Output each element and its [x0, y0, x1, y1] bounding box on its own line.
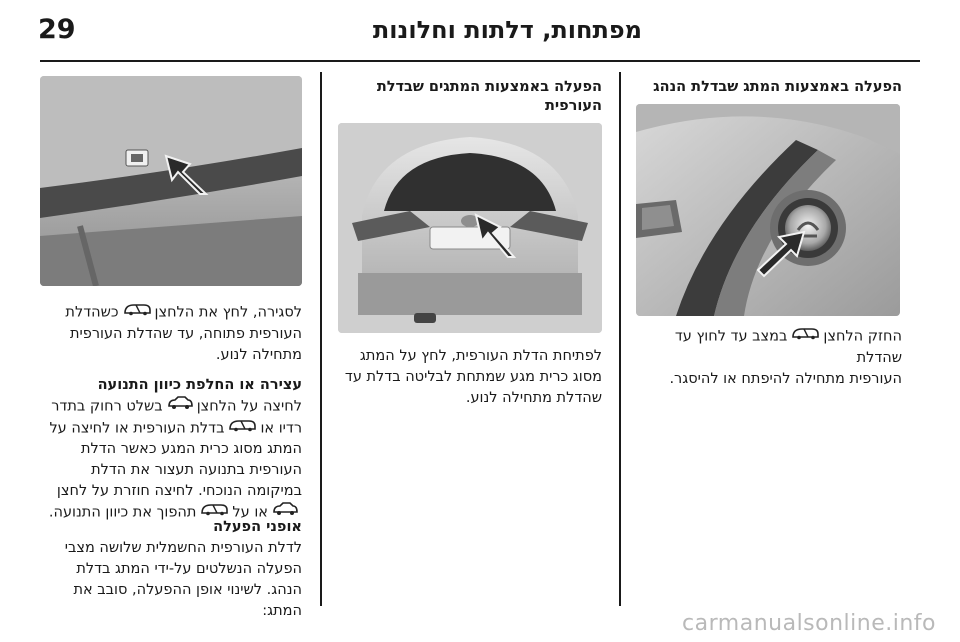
text-line: לסגירה, לחץ את הלחצןכשהדלת — [34, 302, 302, 324]
text-line: מסוג כרית מגע שמתחת לבליטה בדלת עד — [344, 369, 602, 385]
watermark: carmanualsonline.info — [682, 611, 936, 636]
photo-tailgate-close-button — [40, 76, 302, 286]
page-number: 29 — [38, 14, 76, 45]
car-key-icon — [166, 396, 194, 417]
text-line: הנהג. לשינוי אופן ההפעלה, סובב את — [73, 582, 302, 598]
text-line: החזק הלחצןבמצב עד לחוץ עד שהדלת — [632, 326, 902, 369]
text-line: לחיצה על הלחצןבשלט רחוק בתדר — [34, 396, 302, 418]
tailgate-icon — [122, 302, 152, 323]
text-line: במיקומה הנוכחי. לחיצה חוזרת על לחצן — [56, 483, 302, 499]
section-heading-driver-switch: הפעלה באמצעות המתג שבדלת הנהג — [653, 79, 902, 95]
text-line: הפעלה הנשלטים על-ידי המתג בדלת — [76, 561, 302, 577]
close-tailgate-text — [34, 302, 302, 366]
text-line: לדלת העורפית החשמלית שלושה מצבי — [64, 540, 302, 556]
text-line: שהדלת מתחילה לנוע. — [465, 390, 602, 406]
section-heading-stop-reverse: עצירה או החלפת כיוון התנועה — [97, 377, 302, 393]
section-heading-modes: אופני הפעלה — [213, 519, 302, 535]
text-line: המתג מסוג כרית המגע כאשר הדלת — [80, 441, 302, 457]
text-line: העורפית פתוחה, עד שהדלת העורפית — [70, 325, 302, 342]
tailgate-icon — [790, 326, 820, 347]
text-line: מתחילה לנוע. — [215, 346, 302, 363]
header-divider — [40, 60, 920, 62]
driver-switch-text — [632, 326, 902, 390]
column-divider-left — [320, 72, 322, 606]
text-line: העורפית מתחילה להיפתח או להיסגר. — [669, 370, 902, 387]
page-title: מפתחות, דלתות וחלונות — [372, 16, 642, 44]
text-line: רדיו אובדלת העורפית או לחיצה על — [34, 418, 302, 440]
section-heading-tailgate-switches: הפעלה באמצעות המתגים שבדלת העורפית — [376, 79, 602, 114]
text-line: המתג: — [262, 603, 302, 619]
tailgate-switch-text — [332, 346, 602, 409]
photo-tailgate-rear — [338, 123, 602, 333]
text-line: העורפית בתנועה תעצור את הדלת — [91, 462, 302, 478]
tailgate-icon — [227, 418, 257, 439]
modes-text — [34, 538, 302, 622]
text-line: לפתיחת הדלת העורפית, לחץ על המתג — [359, 348, 602, 364]
text-line: או עלתהפוך את כיוון התנועה. — [34, 502, 302, 524]
stop-reverse-text — [34, 396, 302, 524]
column-divider-right — [619, 72, 621, 606]
photo-driver-door-switch — [636, 104, 900, 316]
